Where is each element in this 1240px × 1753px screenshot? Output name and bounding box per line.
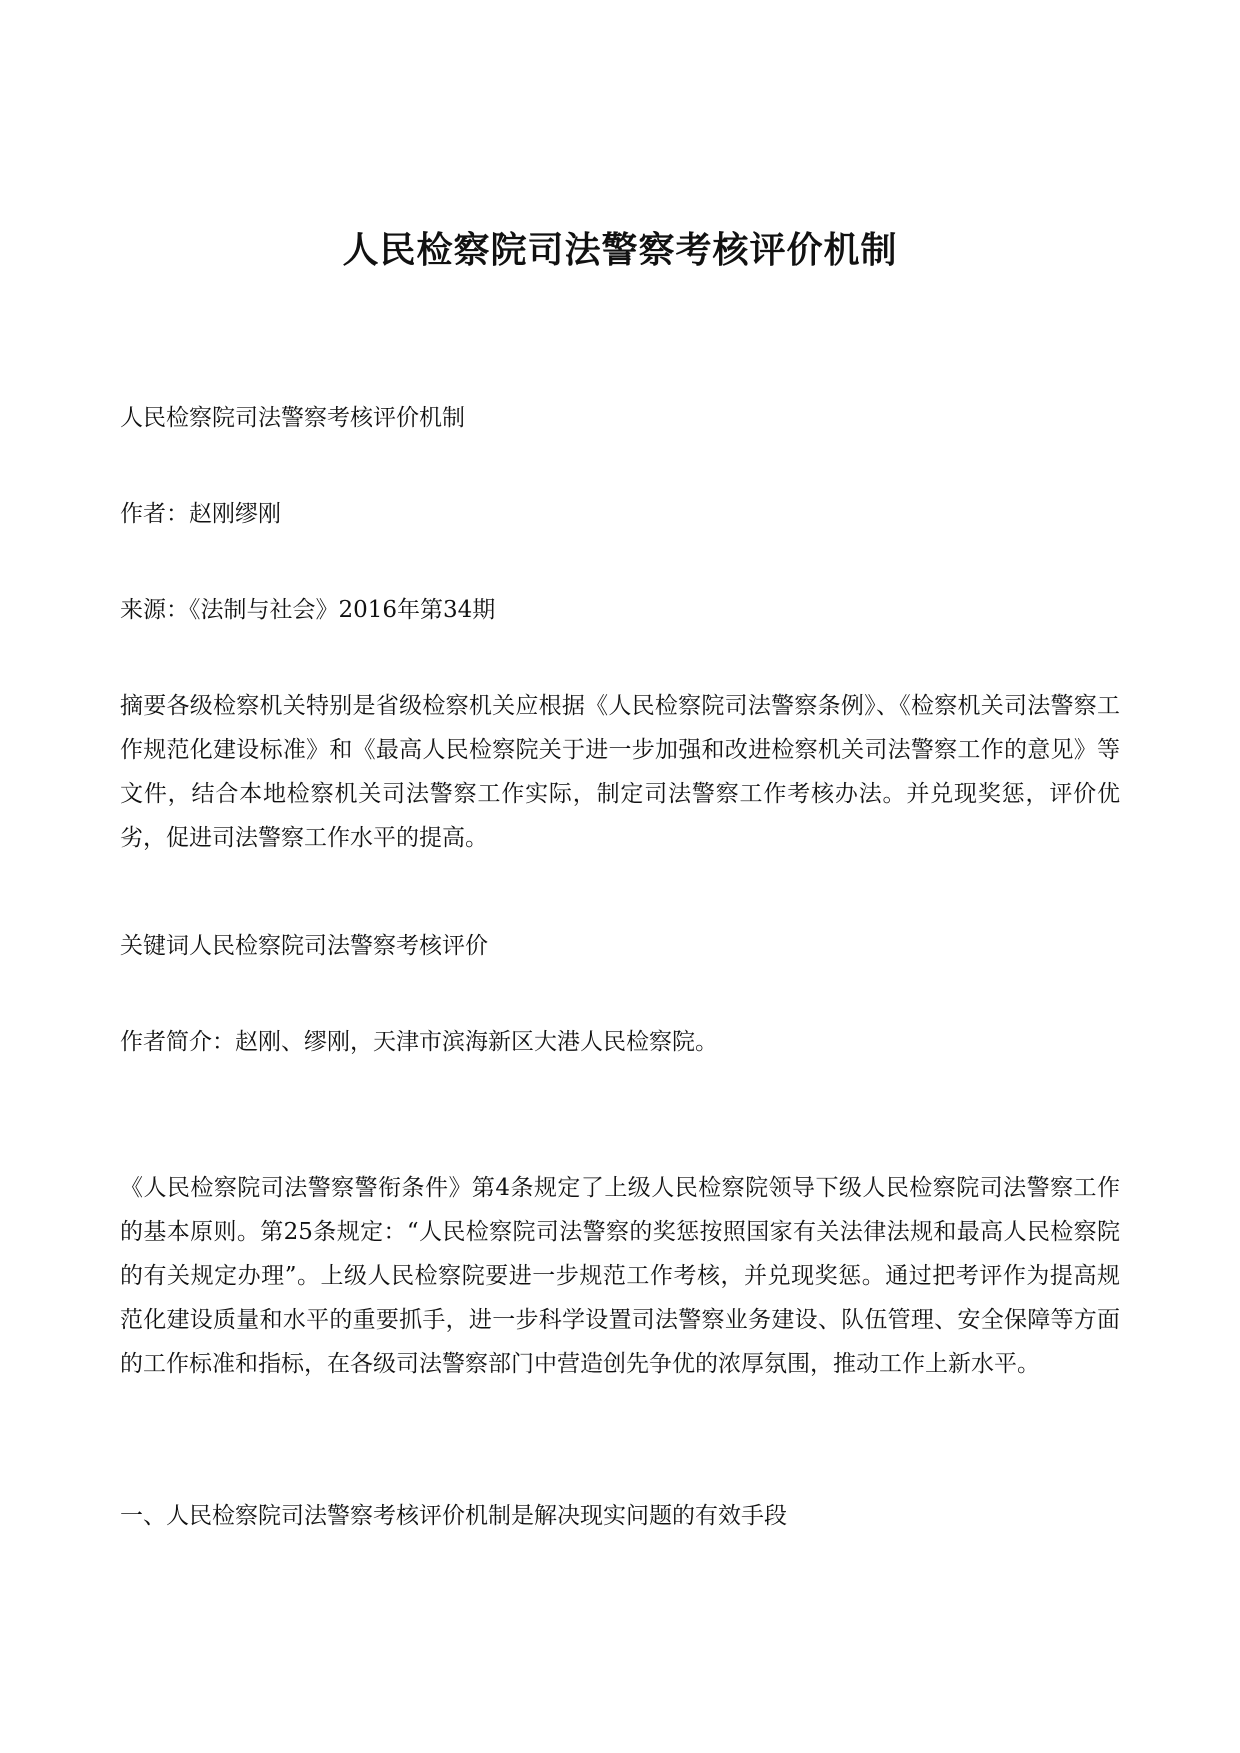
abstract-paragraph: 摘要各级检察机关特别是省级检察机关应根据《人民检察院司法警察条例》、《检察机关司法警察工作规范化建设标准》和《最高人民检察院关于进一步加强和改进检察机关司法警察工作的意见》等文件，结合本地检察机关司法警察工作实际，制定司法警察工作考核办法。并兑现奖惩，评价优劣，促进司法警察工作水平的提高。 [120, 693, 1120, 851]
document-title: 人民检察院司法警察考核评价机制 [342, 229, 898, 271]
author-intro-line: 作者简介：赵刚、缪刚，天津市滨海新区大港人民检察院。 [120, 1029, 718, 1055]
body-paragraph: 《人民检察院司法警察警衔条件》第4条规定了上级人民检察院领导下级人民检察院司法警察工作的基本原则。第25条规定：“人民检察院司法警察的奖惩按照国家有关法律法规和最高人民检察院的有关规定办理”。上级人民检察院要进一步规范工作考核，并兑现奖惩。通过把考评作为提高规范化建设质量和水平的重要抓手，进一步科学设置司法警察业务建设、队伍管理、安全保障等方面的工作标准和指标，在各级司法警察部门中营造创先争优的浓厚氛围，推动工作上新水平。 [120, 1175, 1120, 1377]
keywords-line: 关键词人民检察院司法警察考核评价 [120, 933, 488, 959]
source-line: 来源：《法制与社会》2016年第34期 [120, 597, 496, 623]
section-heading: 一、人民检察院司法警察考核评价机制是解决现实问题的有效手段 [120, 1503, 787, 1529]
author-line: 作者：赵刚缪刚 [120, 501, 281, 527]
article-title-line: 人民检察院司法警察考核评价机制 [120, 405, 465, 431]
